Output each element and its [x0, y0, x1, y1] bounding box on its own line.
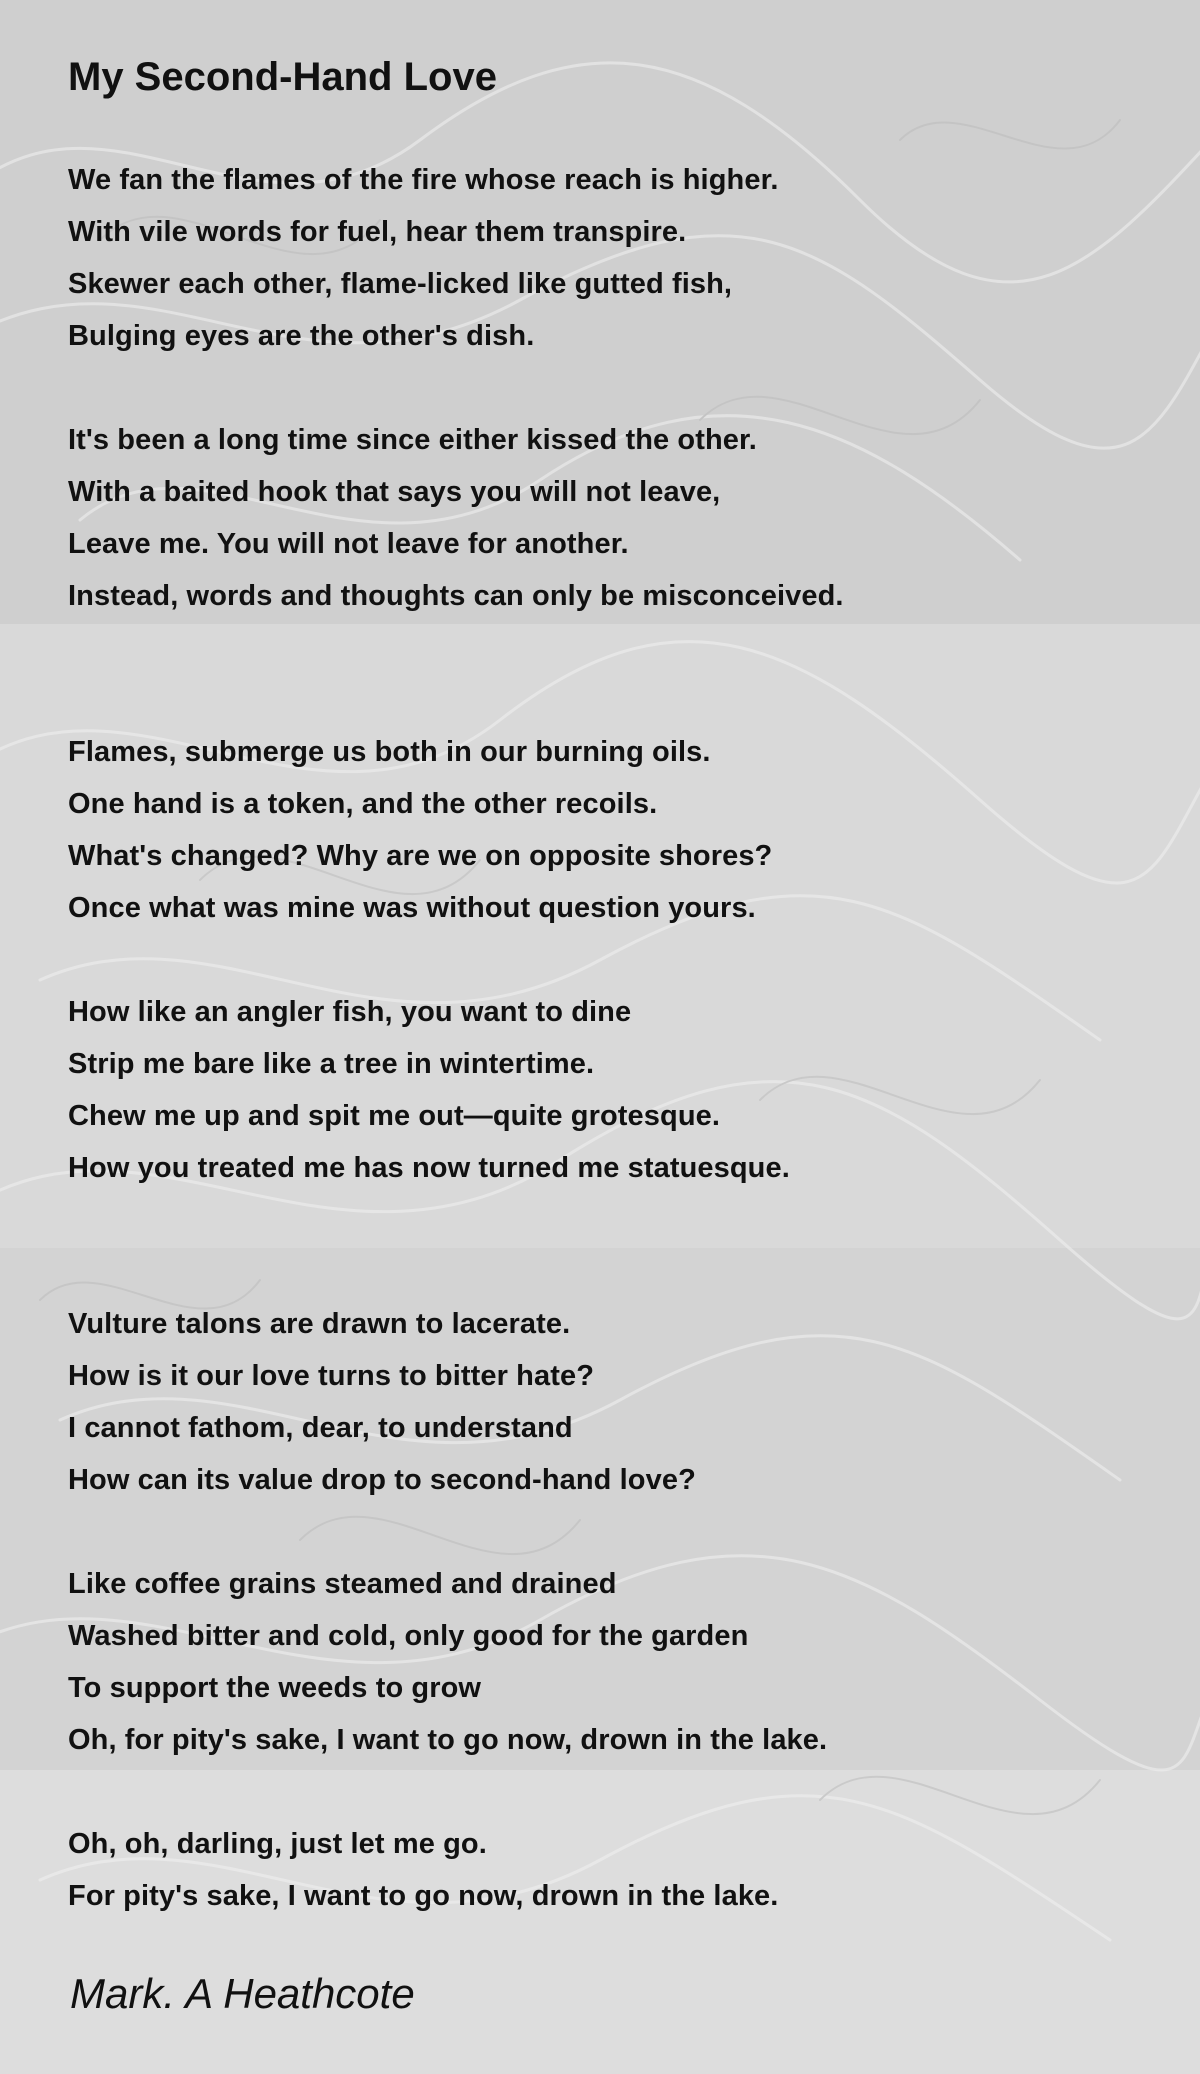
poem-line: Oh, for pity's sake, I want to go now, drown in the lake.: [68, 1724, 828, 1756]
poem-line: For pity's sake, I want to go now, drown in the lake.: [68, 1880, 779, 1912]
poem: [68, 52, 1148, 1922]
stanza-6: [68, 1558, 1148, 1766]
poem-line: One hand is a token, and the other recoils.: [68, 788, 658, 820]
poem-line: Vulture talons are drawn to lacerate.: [68, 1308, 571, 1340]
poem-line: Bulging eyes are the other's dish.: [68, 320, 535, 352]
poem-line: What's changed? Why are we on opposite shores?: [68, 840, 773, 872]
stanza-1: [68, 154, 1148, 362]
poem-line: It's been a long time since either kissed the other.: [68, 424, 757, 456]
poem-line: Oh, oh, darling, just let me go.: [68, 1828, 487, 1860]
poem-line: With vile words for fuel, hear them transpire.: [68, 216, 687, 248]
stanza-gap: [68, 1194, 1148, 1298]
poem-line: Chew me up and spit me out—quite grotesque.: [68, 1100, 721, 1132]
poem-line: Leave me. You will not leave for another.: [68, 528, 629, 560]
stanza-gap: [68, 934, 1148, 986]
poem-line: Flames, submerge us both in our burning oils.: [68, 736, 711, 768]
poem-line: Skewer each other, flame-licked like gutted fish,: [68, 268, 733, 300]
stanza-gap: [68, 362, 1148, 414]
poem-line: How can its value drop to second-hand love?: [68, 1464, 696, 1496]
poem-title: My Second-Hand Love: [68, 55, 497, 99]
poem-line: Washed bitter and cold, only good for the garden: [68, 1620, 749, 1652]
stanza-gap: [68, 1766, 1148, 1818]
stanza-3: [68, 726, 1148, 934]
poem-line: How is it our love turns to bitter hate?: [68, 1360, 595, 1392]
poem-line: How like an angler fish, you want to dine: [68, 996, 632, 1028]
stanza-5: [68, 1298, 1148, 1506]
poem-line: How you treated me has now turned me statuesque.: [68, 1152, 790, 1184]
poem-line: I cannot fathom, dear, to understand: [68, 1412, 573, 1444]
poem-line: Like coffee grains steamed and drained: [68, 1568, 617, 1600]
poem-line: Once what was mine was without question yours.: [68, 892, 756, 924]
poem-line: With a baited hook that says you will not leave,: [68, 476, 721, 508]
poem-author: Mark. A Heathcote: [70, 1970, 415, 2017]
stanza-gap: [68, 622, 1148, 726]
poem-line: We fan the flames of the fire whose reach is higher.: [68, 164, 779, 196]
stanza-7: [68, 1818, 1148, 1922]
stanza-2: [68, 414, 1148, 622]
stanza-4: [68, 986, 1148, 1194]
poem-line: Instead, words and thoughts can only be misconceived.: [68, 580, 844, 612]
poem-line: To support the weeds to grow: [68, 1672, 482, 1704]
poem-line: Strip me bare like a tree in wintertime.: [68, 1048, 595, 1080]
stanza-gap: [68, 1506, 1148, 1558]
